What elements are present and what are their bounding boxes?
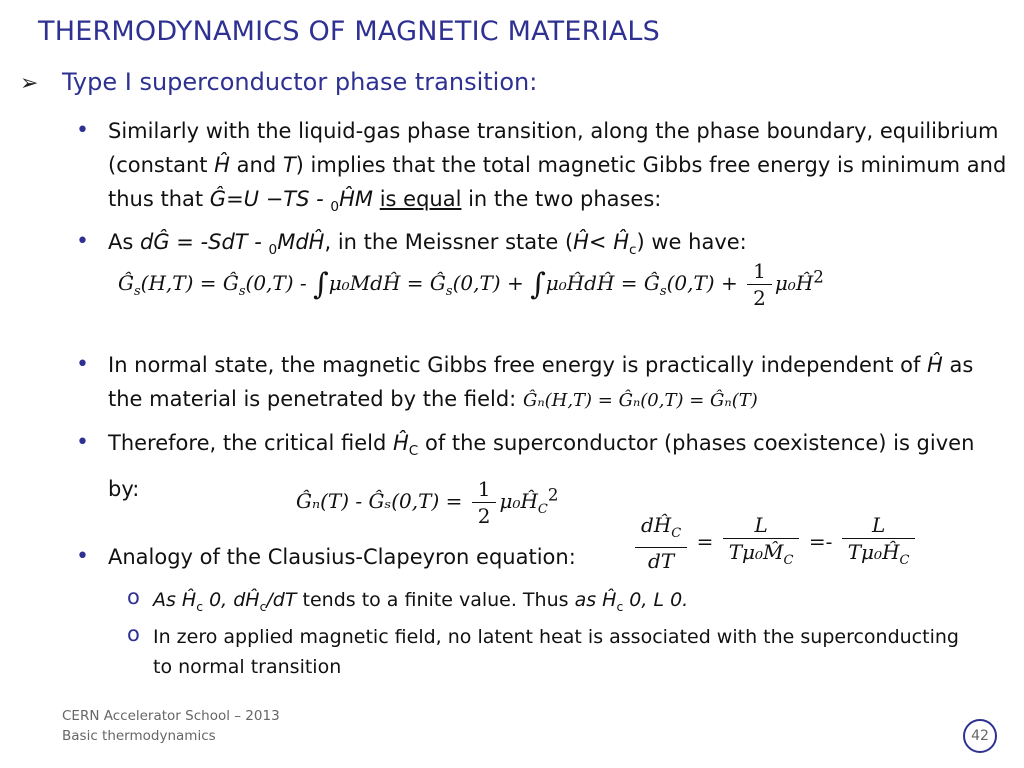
text: , in the Meissner state ( bbox=[324, 230, 574, 254]
text: C bbox=[408, 443, 419, 460]
text: as Ĥ bbox=[574, 589, 617, 611]
eq-term: Ĝ bbox=[222, 271, 239, 295]
eq-term: μ₀ĤdĤ = bbox=[545, 271, 638, 295]
eq-term: (0,T) - bbox=[245, 271, 307, 295]
eq-power: 2 bbox=[547, 485, 559, 505]
fraction bbox=[723, 512, 800, 574]
footer-school: CERN Accelerator School – 2013 bbox=[62, 708, 280, 724]
bullet-dot-icon: • bbox=[76, 430, 89, 455]
text: Ĥ bbox=[392, 431, 409, 455]
denominator: dT bbox=[648, 549, 675, 573]
denominator: 2 bbox=[477, 504, 491, 528]
text: in the two phases: bbox=[461, 187, 662, 211]
numerator: L bbox=[723, 512, 800, 539]
text: MdĤ bbox=[277, 230, 325, 254]
fraction bbox=[635, 512, 687, 574]
text: Analogy of the Clausius-Clapeyron equation: bbox=[108, 545, 576, 569]
eq-term: Ĝ bbox=[118, 271, 134, 295]
eq-sub: C bbox=[537, 502, 548, 517]
arrow-bullet-icon: ➢ bbox=[20, 71, 39, 96]
eq-term: Ĝ bbox=[429, 271, 446, 295]
bullet-dot-icon: • bbox=[76, 229, 89, 254]
text: 0 bbox=[330, 199, 340, 216]
text: 0, L 0. bbox=[623, 589, 689, 611]
bullet-dot-icon: • bbox=[76, 118, 89, 143]
integral-icon: ∫ bbox=[530, 267, 546, 302]
text: Ĥ bbox=[214, 153, 230, 177]
text: In normal state, the magnetic Gibbs free energy is practically independent of bbox=[108, 353, 928, 377]
eq-term: Ĝ bbox=[643, 271, 660, 295]
numerator: 1 bbox=[472, 476, 497, 503]
text: Ĥ< Ĥ bbox=[573, 230, 629, 254]
slide-title: THERMODYNAMICS OF MAGNETIC MATERIALS bbox=[38, 16, 660, 47]
text: ) implies that the total magnetic Gibbs free energy is minimum and thus that bbox=[108, 153, 1007, 211]
text: As bbox=[108, 230, 140, 254]
section-heading bbox=[20, 68, 537, 96]
bullet-dot-icon: • bbox=[76, 544, 89, 569]
footer-topic: Basic thermodynamics bbox=[62, 728, 216, 744]
text: Therefore, the critical field bbox=[108, 431, 393, 455]
text: of the superconductor (phases coexistence) is given by: bbox=[108, 431, 975, 502]
text: C bbox=[899, 553, 910, 568]
text: 0, dĤ bbox=[203, 589, 260, 611]
equation-normal-gibbs: Ĝₙ(H,T) = Ĝₙ(0,T) = Ĝₙ(T) bbox=[522, 390, 758, 411]
denominator: 2 bbox=[753, 286, 766, 310]
eq-power: 2 bbox=[813, 267, 824, 287]
text: Ĥ bbox=[927, 353, 943, 377]
text: C bbox=[671, 526, 682, 541]
fraction bbox=[747, 258, 772, 311]
text: /dT bbox=[266, 589, 297, 611]
text: as the material is penetrated by the field: bbox=[108, 353, 974, 411]
text: c bbox=[629, 242, 637, 259]
circle-bullet-icon: o bbox=[127, 585, 140, 609]
fraction bbox=[842, 512, 916, 574]
equation-meissner-gibbs bbox=[118, 258, 824, 311]
numerator: L bbox=[842, 512, 916, 539]
bullet-dot-icon: • bbox=[76, 352, 89, 377]
text: c bbox=[259, 599, 267, 614]
numerator: 1 bbox=[747, 258, 772, 285]
text bbox=[373, 187, 380, 211]
eq-operator: = bbox=[696, 529, 714, 554]
text: ) we have: bbox=[636, 230, 747, 254]
page-number: 42 bbox=[963, 719, 997, 753]
eq-sub: s bbox=[133, 284, 141, 299]
text: Similarly with the liquid-gas phase transition, along the phase boundary, equilibrium (constant bbox=[108, 119, 999, 177]
text: ĤM bbox=[339, 187, 374, 211]
eq-term: (0,T) + bbox=[666, 271, 738, 295]
text: Ĝ=U −TS - bbox=[209, 187, 331, 211]
sub-bullet-latent-heat bbox=[127, 622, 973, 682]
circle-bullet-icon: o bbox=[127, 622, 140, 646]
underlined-text: is equal bbox=[379, 187, 462, 211]
sub-bullet-finite-value bbox=[127, 585, 973, 622]
denominator bbox=[842, 539, 916, 574]
denominator bbox=[723, 539, 800, 574]
fraction bbox=[472, 476, 497, 529]
bullet-normal-state bbox=[76, 348, 1008, 418]
eq-operator: =- bbox=[808, 529, 833, 554]
text: Tμ₀M̂ bbox=[728, 540, 784, 564]
eq-term: μ₀Ĥ bbox=[774, 271, 814, 295]
integral-icon: ∫ bbox=[313, 267, 329, 302]
text: Tμ₀Ĥ bbox=[847, 540, 900, 564]
text: c bbox=[196, 599, 204, 614]
text: tends to a finite value. Thus bbox=[296, 589, 575, 611]
text: dĤ bbox=[641, 513, 672, 537]
text: dĜ = -SdT - bbox=[139, 230, 269, 254]
text: In zero applied magnetic field, no latent heat is associated with the superconducting to normal transition bbox=[153, 626, 959, 678]
eq-term: (H,T) = bbox=[140, 271, 217, 295]
eq-term: (0,T) + bbox=[452, 271, 524, 295]
text: c bbox=[616, 599, 624, 614]
equation-critical-field bbox=[296, 476, 558, 529]
text: C bbox=[783, 553, 794, 568]
text: and bbox=[229, 153, 283, 177]
section-heading-text: Type I superconductor phase transition: bbox=[62, 68, 538, 96]
text: T bbox=[282, 153, 296, 177]
bullet-equilibrium bbox=[76, 114, 1008, 224]
eq-sub: s bbox=[445, 284, 453, 299]
eq-term: μ₀Ĥ bbox=[499, 489, 538, 513]
numerator bbox=[635, 512, 687, 548]
eq-sub: s bbox=[238, 284, 246, 299]
text: As Ĥ bbox=[153, 589, 197, 611]
text: 0 bbox=[268, 242, 278, 259]
equation-clausius-clapeyron bbox=[632, 512, 918, 574]
eq-term: Ĝₙ(T) - Ĝₛ(0,T) = bbox=[296, 489, 463, 513]
eq-sub: s bbox=[659, 284, 667, 299]
eq-term: μ₀MdĤ = bbox=[328, 271, 424, 295]
